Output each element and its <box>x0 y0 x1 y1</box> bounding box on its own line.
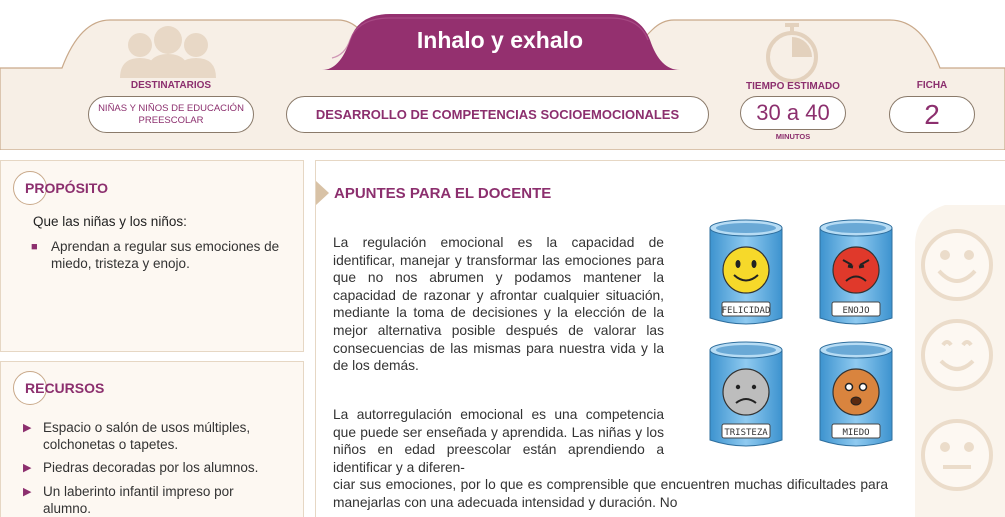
scared-face-icon <box>833 369 879 415</box>
page-title: Inhalo y exhalo <box>416 27 584 53</box>
tiempo-label: TIEMPO ESTIMADO <box>746 81 840 92</box>
proposito-item: Aprendan a regular sus emociones de miedo, tristeza y enojo. <box>51 239 280 271</box>
tiempo-unit: MINUTOS <box>775 132 811 141</box>
triangle-bullet-icon: ▶ <box>23 462 32 474</box>
recursos-section <box>0 361 304 517</box>
jar-label: FELICIDAD <box>721 306 771 316</box>
happy-face-icon <box>923 231 991 299</box>
jar-label: ENOJO <box>842 306 870 316</box>
jar-label: TRISTEZA <box>724 428 768 438</box>
recursos-heading <box>13 371 105 396</box>
proposito-heading <box>13 171 108 196</box>
apuntes-paragraph-3: ciar sus emociones, por lo que es comprensible que encuentren muchas dificultades para manejarlas con una adecuada intensidad y duración. No <box>333 477 888 510</box>
smile-face-icon <box>923 321 991 389</box>
square-bullet-icon: ■ <box>31 241 38 253</box>
header <box>0 0 1005 150</box>
neutral-face-icon <box>923 421 991 489</box>
emotion-jar <box>820 342 892 446</box>
faces-decoration <box>905 205 1005 517</box>
ficha-label: FICHA <box>916 80 948 91</box>
list-item <box>23 483 273 517</box>
emotion-jar <box>710 342 782 446</box>
emotion-jars-illustration <box>702 208 900 460</box>
list-item <box>23 419 273 453</box>
destinatarios-label: DESTINATARIOS <box>130 80 212 91</box>
destinatarios-value: NIÑAS Y NIÑOS DE EDUCACIÓN PREESCOLAR <box>88 96 254 133</box>
happy-face-icon <box>723 247 769 293</box>
section-arrow-icon <box>316 181 329 205</box>
emotion-jar <box>710 220 782 324</box>
recurso-item: Espacio o salón de usos múltiples, colchonetas o tapetes. <box>43 420 251 452</box>
recursos-title: RECURSOS <box>25 380 105 396</box>
apuntes-paragraph-2: La autorregulación emocional es una competencia que puede ser enseñada y aprendida. Las niñas y los niños en edad preescolar están aprendiendo a identificar y a diferen- <box>333 407 664 475</box>
list-item <box>31 238 293 272</box>
list-item <box>23 459 293 477</box>
proposito-title: PROPÓSITO <box>25 180 108 196</box>
sad-face-icon <box>723 369 769 415</box>
triangle-bullet-icon: ▶ <box>23 422 32 434</box>
recurso-item: Un laberinto infantil impreso por alumno. <box>43 484 234 516</box>
proposito-intro: Que las niñas y los niños: <box>33 214 187 229</box>
tiempo-value: 30 a 40 <box>740 96 846 130</box>
jar-label: MIEDO <box>842 428 870 438</box>
recurso-item: Piedras decoradas por los alumnos. <box>43 460 259 475</box>
angry-face-icon <box>833 247 879 293</box>
emotion-jar <box>820 220 892 324</box>
ficha-number: 2 <box>889 96 975 133</box>
proposito-section <box>0 160 304 352</box>
apuntes-paragraph-1: La regulación emocional es la capacidad de identificar, manejar y transformar las emociones para que no nos abrumen y podamos mantener la capacidad de razonar y afrontar cualquier situación, mediante la toma de decisiones y la elección de la mejor alternativa posible después de valorar las consecuencias de las mismas para nuestra vida y la de los demás. <box>333 235 664 374</box>
triangle-bullet-icon: ▶ <box>23 486 32 498</box>
program-name: DESARROLLO DE COMPETENCIAS SOCIOEMOCIONALES <box>286 96 709 133</box>
apuntes-title: APUNTES PARA EL DOCENTE <box>334 185 552 202</box>
